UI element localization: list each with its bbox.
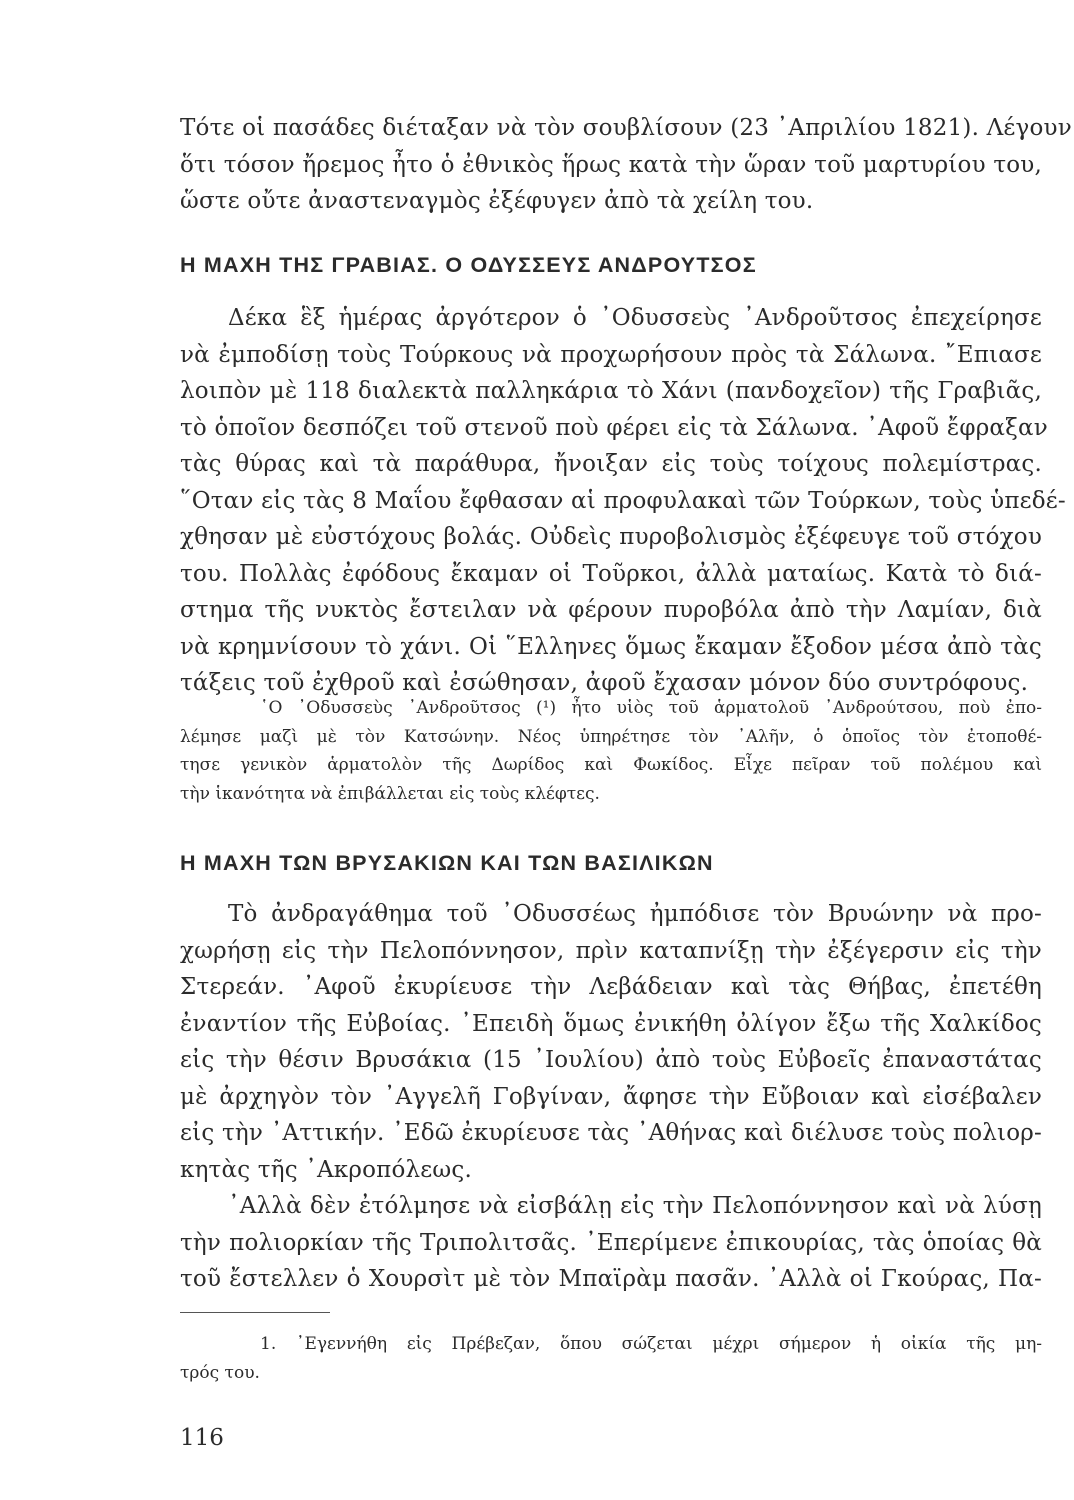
text-line: μὲ ἀρχηγὸν τὸν ᾿Αγγελῆ Γοβγίναν, ἄφησε τὴν Εὔβοιαν καὶ εἰσέβαλεν [180, 1083, 1042, 1110]
text-line: του. Πολλὰς ἐφόδους ἔκαμαν οἱ Τοῦρκοι, ἀλλὰ ματαίως. Κατὰ τὸ διά- [180, 560, 1042, 587]
text-line: τὴν πολιορκίαν τῆς Τριπολιτσᾶς. ᾿Επερίμενε ἐπικουρίας, τὰς ὁποίας θὰ [180, 1229, 1042, 1256]
text-line: εἰς τὴν ᾿Αττικήν. ᾿Εδῶ ἐκυρίευσε τὰς ᾿Αθήνας καὶ διέλυσε τοὺς πολιορ- [180, 1120, 1042, 1146]
footnote [180, 1330, 1042, 1387]
footnote-line: τρός του. [180, 1362, 260, 1383]
note-line: τησε γενικὸν ἁρματολὸν τῆς Δωρίδος καὶ Φωκίδος. Εἶχε πεῖραν τοῦ πολέμου καὶ [180, 755, 1042, 775]
text-line: Στερεάν. ᾿Αφοῦ ἐκυρίευσε τὴν Λεβάδειαν καὶ τὰς Θήβας, ἐπετέθη [180, 974, 1042, 1000]
text-line: ὥστε οὔτε ἀναστεναγμὸς ἐξέφυγεν ἀπὸ τὰ χείλη του. [180, 188, 814, 214]
text-line: ἐναντίον τῆς Εὐβοίας. ᾿Επειδὴ ὅμως ἐνικήθη ὀλίγον ἔξω τῆς Χαλκίδος [180, 1010, 1042, 1037]
note-odysseus [180, 694, 1042, 808]
text-line: τάξεις τοῦ ἐχθροῦ καὶ ἐσώθησαν, ἀφοῦ ἔχασαν μόνον δύο συντρόφους. [180, 670, 1029, 696]
text-line: τὰς θύρας καὶ τὰ παράθυρα, ἤνοιξαν εἰς τοὺς τοίχους πολεμίστρας. [180, 451, 1042, 477]
paragraph-gravia [180, 300, 1066, 702]
text-line: λοιπὸν μὲ 118 διαλεκτὰ παλληκάρια τὸ Χάνι (πανδοχεῖον) τῆς Γραβιᾶς, [180, 378, 1042, 404]
page-number: 116 [180, 1425, 224, 1451]
text-line: Τότε οἱ πασάδες διέταξαν νὰ τὸν σουβλίσουν (23 ᾿Απριλίου 1821). Λέγουν [180, 115, 1072, 141]
text-line: Τὸ ἀνδραγάθημα τοῦ ᾿Οδυσσέως ἠμπόδισε τὸν Βρυώνην νὰ προ- [228, 901, 1042, 927]
paragraph-execution [180, 110, 1072, 220]
section-heading-gravia: Η ΜΑΧΗ ΤΗΣ ΓΡΑΒΙΑΣ. Ο ΟΔΥΣΣΕΥΣ ΑΝΔΡΟΥΤΣΟΣ [180, 253, 757, 277]
text-line: κητὰς τῆς ᾿Ακροπόλεως. [180, 1156, 472, 1183]
text-line: νὰ κρημνίσουν τὸ χάνι. Οἱ ῞Ελληνες ὅμως ἔκαμαν ἔξοδον μέσα ἀπὸ τὰς [180, 633, 1042, 660]
footnote-line: 1. ᾿Εγεννήθη εἰς Πρέβεζαν, ὅπου σώζεται μέχρι σήμερον ἡ οἰκία τῆς μη- [260, 1334, 1042, 1354]
text-line: χθησαν μὲ εὐστόχους βολάς. Οὐδεὶς πυροβολισμὸς ἐξέφευγε τοῦ στόχου [180, 524, 1042, 550]
text-line: εἰς τὴν θέσιν Βρυσάκια (15 ᾿Ιουλίου) ἀπὸ τοὺς Εὐβοεῖς ἐπαναστάτας [180, 1047, 1042, 1073]
paragraph-tripolitsa [180, 1188, 1042, 1298]
text-line: τοῦ ἔστελλεν ὁ Χουρσὶτ μὲ τὸν Μπαϊρὰμ πασᾶν. ᾿Αλλὰ οἱ Γκούρας, Πα- [180, 1266, 1042, 1292]
section-heading-vrysakia: Η ΜΑΧΗ ΤΩΝ ΒΡΥΣΑΚΙΩΝ ΚΑΙ ΤΩΝ ΒΑΣΙΛΙΚΩΝ [180, 851, 714, 875]
text-line: ὅτι τόσον ἤρεμος ἦτο ὁ ἐθνικὸς ἥρως κατὰ τὴν ὥραν τοῦ μαρτυρίου του, [180, 151, 1042, 178]
note-line: τὴν ἱκανότητα νὰ ἐπιβάλλεται εἰς τοὺς κλέφτες. [180, 783, 600, 804]
text-line: Δέκα ἓξ ἡμέρας ἀργότερον ὁ ᾿Οδυσσεὺς ᾿Ανδροῦτσος ἐπεχείρησε [228, 305, 1042, 331]
text-line: ᾿Αλλὰ δὲν ἐτόλμησε νὰ εἰσβάλῃ εἰς τὴν Πελοπόννησον καὶ νὰ λύσῃ [228, 1193, 1042, 1219]
text-line: ῞Οταν εἰς τὰς 8 Μαΐου ἔφθασαν αἱ προφυλακαὶ τῶν Τούρκων, τοὺς ὑπεδέ- [180, 487, 1066, 514]
footnote-divider [180, 1312, 330, 1313]
text-line: νὰ ἐμποδίσῃ τοὺς Τούρκους νὰ προχωρήσουν πρὸς τὰ Σάλωνα. ῎Επιασε [180, 341, 1042, 368]
text-line: στημα τῆς νυκτὸς ἔστειλαν νὰ φέρουν πυροβόλα ἀπὸ τὴν Λαμίαν, διὰ [180, 597, 1042, 623]
paragraph-vrysakia [180, 896, 1042, 1188]
note-line: λέμησε μαζὶ μὲ τὸν Κατσώνην. Νέος ὑπηρέτησε τὸν ᾿Αλῆν, ὁ ὁποῖος τὸν ἐτοποθέ- [180, 726, 1042, 747]
text-line: τὸ ὁποῖον δεσπόζει τοῦ στενοῦ ποὺ φέρει εἰς τὰ Σάλωνα. ᾿Αφοῦ ἔφραξαν [180, 414, 1048, 441]
text-line: χωρήσῃ εἰς τὴν Πελοπόννησον, πρὶν καταπνίξῃ τὴν ἐξέγερσιν εἰς τὴν [180, 937, 1042, 964]
note-line: ῾Ο ᾿Οδυσσεὺς ᾿Ανδροῦτσος (¹) ἦτο υἱὸς τοῦ ἁρματολοῦ ᾿Ανδρούτσου, ποὺ ἐπο- [260, 698, 1042, 718]
